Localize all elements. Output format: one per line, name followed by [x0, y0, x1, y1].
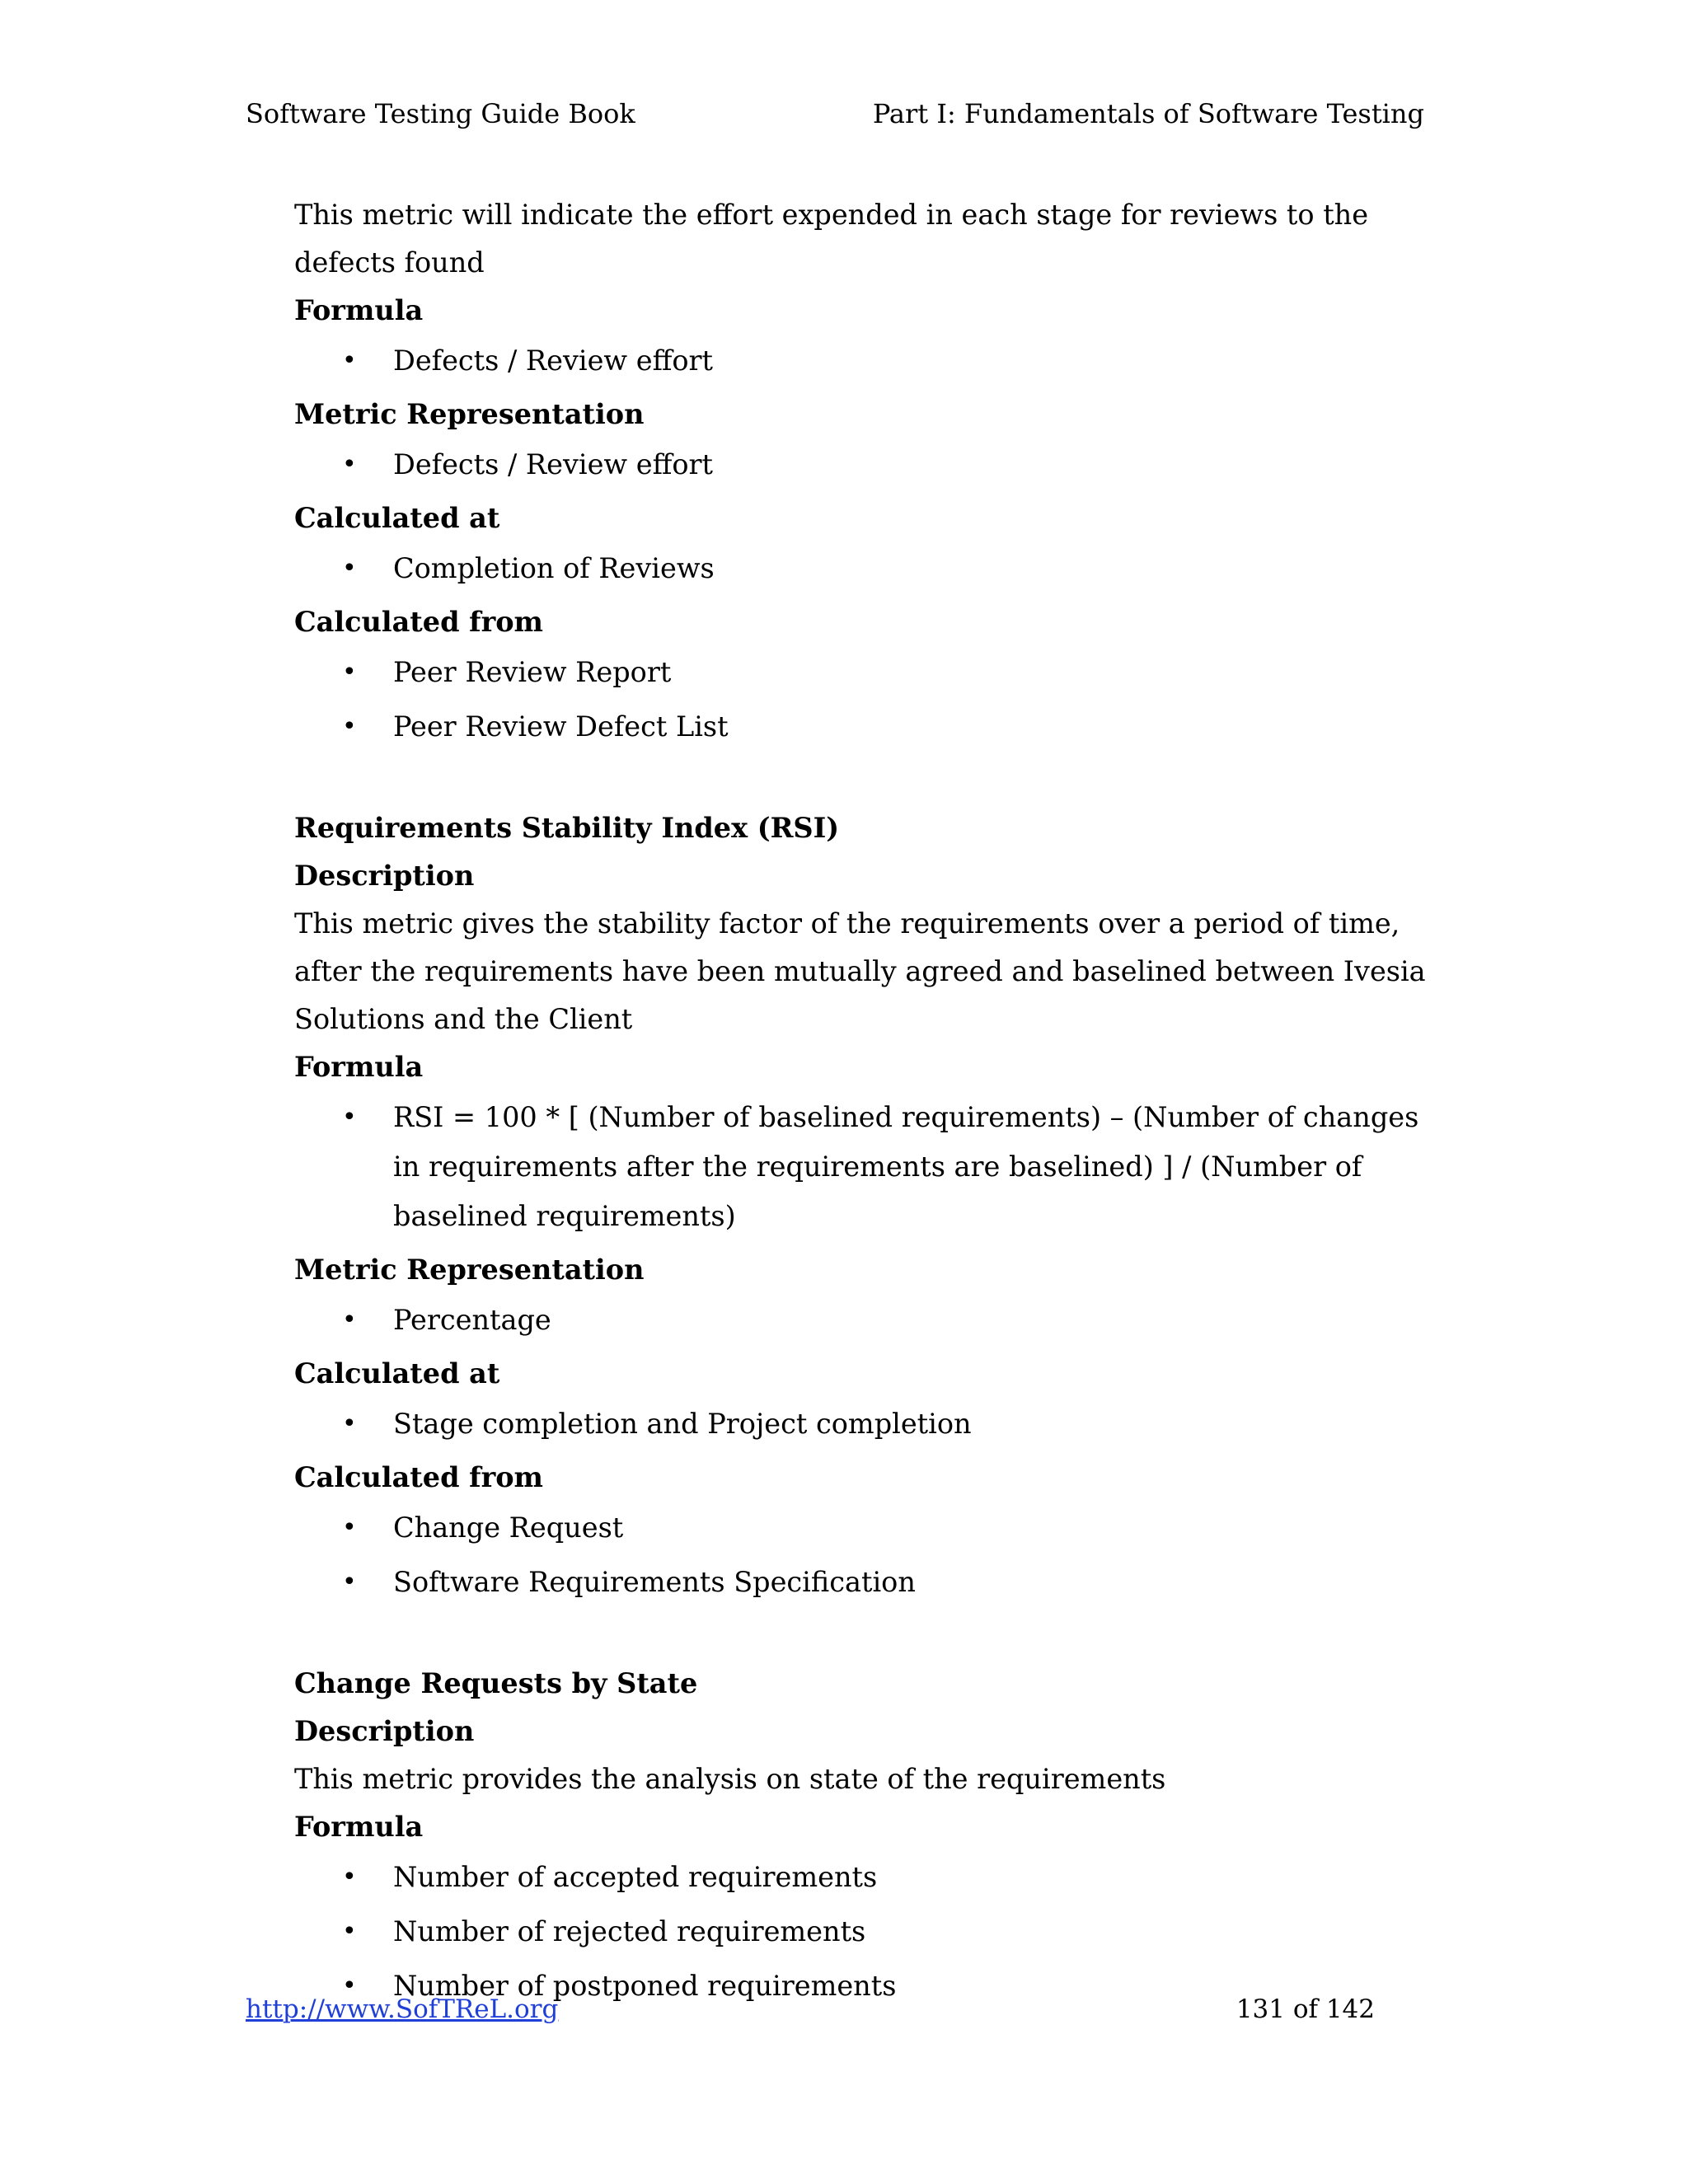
intro-calculated-from-heading: Calculated from: [294, 606, 544, 638]
rsi-calculated-from-heading: Calculated from: [294, 1461, 544, 1493]
list-item: [294, 1907, 1432, 1957]
crs-formula-heading: Formula: [294, 1811, 424, 1843]
crs-description: This metric provides the analysis on state of the requirements: [294, 1763, 1166, 1795]
intro-representation-list: [294, 440, 1432, 490]
intro-calculated-at-heading: Calculated at: [294, 502, 500, 534]
bullet-icon: •: [342, 1568, 357, 1596]
list-item-text: Percentage: [393, 1304, 551, 1336]
crs-description-heading: Description: [294, 1715, 475, 1747]
list-item: [294, 440, 1432, 490]
intro-formula-heading: Formula: [294, 294, 424, 326]
bullet-icon: •: [342, 712, 357, 741]
list-item: [294, 1296, 1432, 1345]
bullet-icon: •: [342, 1917, 357, 1946]
list-item-text: Stage completion and Project completion: [393, 1408, 972, 1440]
intro-calculated-at-list: [294, 544, 1432, 593]
bullet-icon: •: [342, 1863, 357, 1891]
list-item-text: Defects / Review effort: [393, 448, 714, 480]
list-item-text: Peer Review Report: [393, 656, 672, 688]
bullet-icon: •: [342, 450, 357, 479]
crs-title: Change Requests by State: [294, 1667, 698, 1699]
list-item-text: Peer Review Defect List: [393, 710, 729, 743]
list-item-text: Completion of Reviews: [393, 552, 715, 584]
list-item-text: Number of rejected requirements: [393, 1915, 866, 1947]
section-intro: [294, 191, 1432, 752]
rsi-calculated-at-heading: Calculated at: [294, 1357, 500, 1390]
list-item-text: Number of postponed requirements: [393, 1970, 897, 2002]
section-change-requests: [294, 1660, 1432, 2011]
bullet-icon: •: [342, 554, 357, 583]
crs-formula-list: [294, 1853, 1432, 2011]
page-content: [294, 191, 1432, 2016]
bullet-icon: •: [342, 1103, 357, 1132]
list-item: [294, 1558, 1432, 1607]
list-item-text: Change Request: [393, 1511, 624, 1544]
intro-formula-list: [294, 336, 1432, 386]
rsi-representation-list: [294, 1296, 1432, 1345]
list-item: [294, 1503, 1432, 1553]
list-item: [294, 1853, 1432, 1902]
list-item-text: Defects / Review effort: [393, 344, 714, 377]
list-item: [294, 648, 1432, 697]
intro-representation-heading: Metric Representation: [294, 398, 645, 430]
rsi-description-heading: Description: [294, 860, 475, 892]
list-item-text: Number of accepted requirements: [393, 1861, 878, 1893]
section-spacer: [294, 1612, 1432, 1660]
page-footer: [246, 1991, 1375, 2027]
section-rsi: [294, 804, 1432, 1607]
rsi-formula-heading: Formula: [294, 1051, 424, 1083]
page-header: [246, 96, 1424, 132]
bullet-icon: •: [342, 1513, 357, 1542]
intro-calculated-from-list: [294, 648, 1432, 752]
bullet-icon: •: [342, 1305, 357, 1334]
list-item-text: RSI = 100 * [ (Number of baselined requirements) – (Number of changes in requirements after the requirements are baselined) ] / (Number of baselined requirements): [393, 1101, 1419, 1232]
list-item: [294, 1399, 1432, 1449]
rsi-formula-list: [294, 1093, 1432, 1241]
list-item: [294, 544, 1432, 593]
list-item: [294, 336, 1432, 386]
list-item: [294, 1093, 1432, 1241]
rsi-title: Requirements Stability Index (RSI): [294, 812, 840, 844]
bullet-icon: •: [342, 346, 357, 375]
header-part-title: Part I: Fundamentals of Software Testing: [872, 98, 1424, 129]
rsi-description: This metric gives the stability factor of the requirements over a period of time, after the requirements have been mutually agreed and baselined between Ivesia Solutions and the Client: [294, 907, 1426, 1035]
list-item-text: Software Requirements Specification: [393, 1566, 916, 1598]
intro-description: This metric will indicate the effort expended in each stage for reviews to the defects found: [294, 199, 1369, 279]
rsi-calculated-from-list: [294, 1503, 1432, 1607]
page-number: 131 of 142: [1236, 1994, 1375, 2024]
bullet-icon: •: [342, 1971, 357, 2000]
rsi-calculated-at-list: [294, 1399, 1432, 1449]
bullet-icon: •: [342, 658, 357, 687]
header-book-title: Software Testing Guide Book: [246, 98, 635, 129]
rsi-representation-heading: Metric Representation: [294, 1254, 645, 1286]
bullet-icon: •: [342, 1409, 357, 1438]
section-spacer: [294, 757, 1432, 804]
site-link[interactable]: http://www.SofTReL.org: [246, 1994, 559, 2024]
list-item: [294, 702, 1432, 752]
